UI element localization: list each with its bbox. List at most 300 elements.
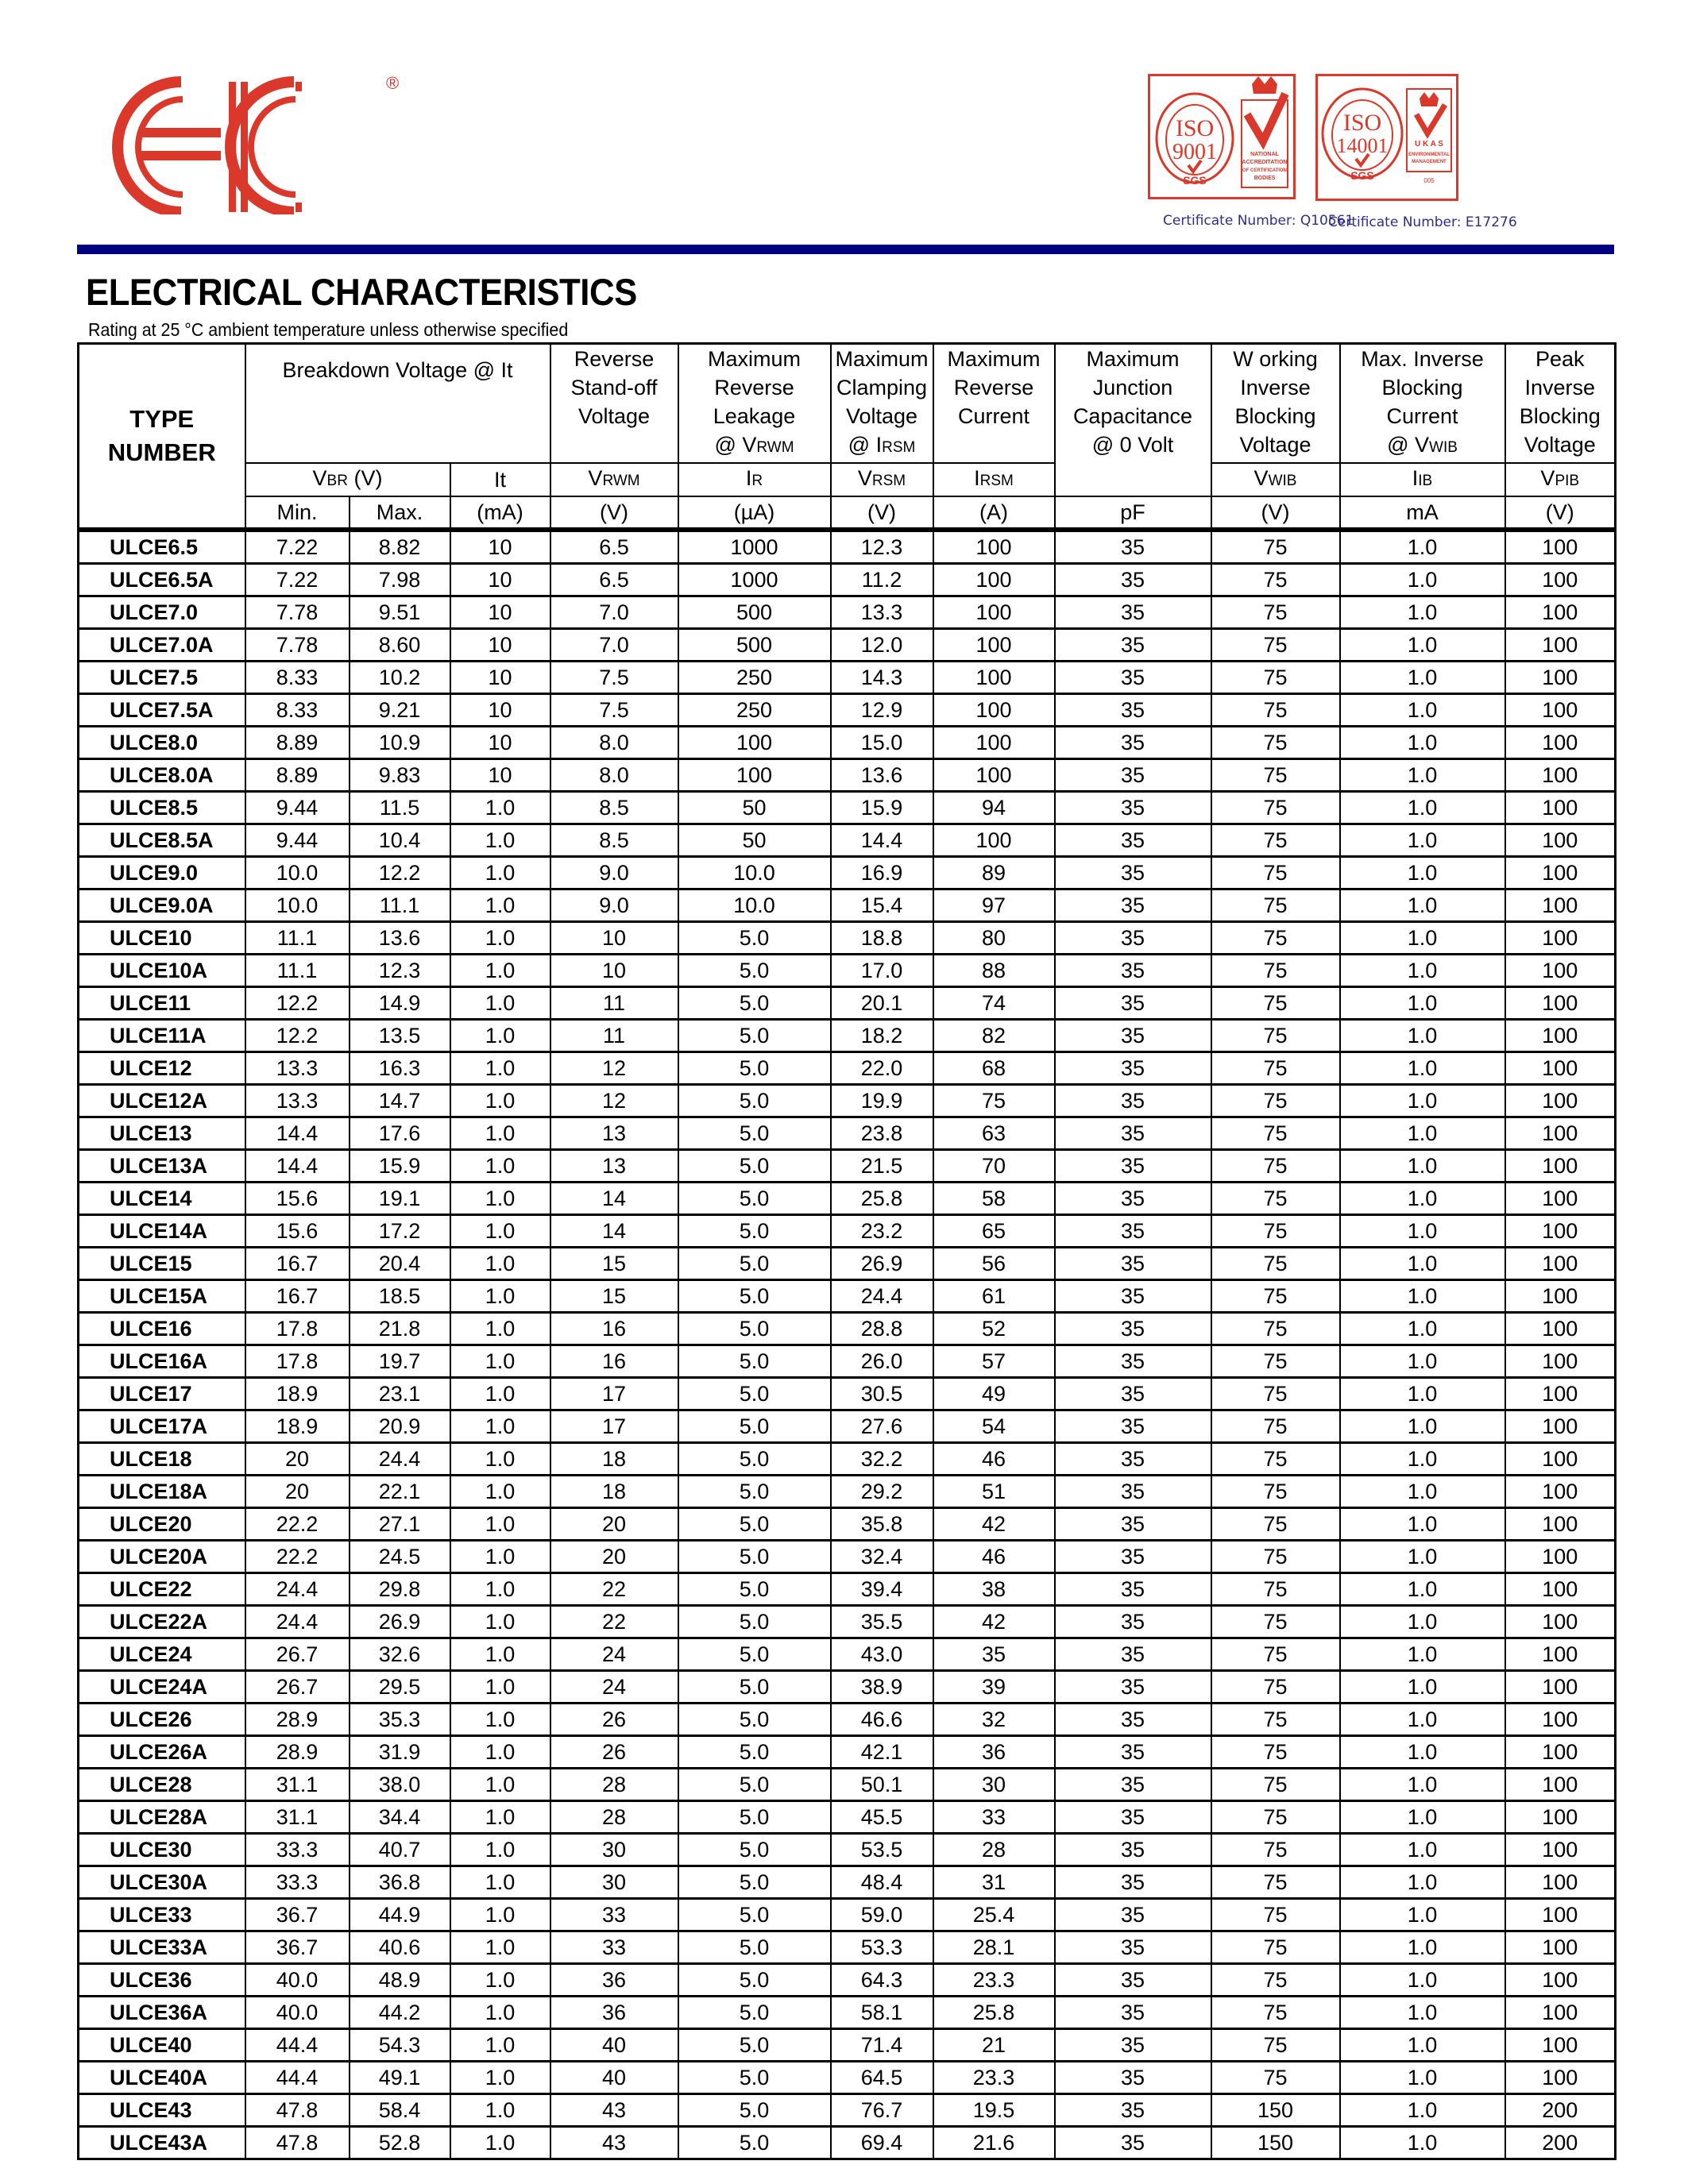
table-row <box>79 1378 1616 1410</box>
iib-cell: 1.0 <box>1340 857 1505 889</box>
table-row <box>79 1704 1616 1736</box>
irsm-cell: 57 <box>933 1345 1055 1378</box>
type-number-cell: ULCE13 <box>79 1117 245 1150</box>
irsm-cell: 42 <box>933 1508 1055 1541</box>
vrwm-cell: 43 <box>550 2127 678 2159</box>
type-number-cell: ULCE15A <box>79 1280 245 1313</box>
vbr-min-cell: 44.4 <box>245 2062 350 2094</box>
type-number-cell: ULCE7.0A <box>79 629 245 662</box>
vbr-max-cell: 26.9 <box>350 1606 450 1638</box>
irsm-cell: 33 <box>933 1801 1055 1834</box>
vbr-min-cell: 17.8 <box>245 1345 350 1378</box>
vrsm-cell: 46.6 <box>831 1704 933 1736</box>
it-cell: 1.0 <box>450 1215 550 1248</box>
vrwm-cell: 16 <box>550 1345 678 1378</box>
vwib-unit: (V) <box>1211 496 1340 529</box>
certificate-number-q: Certificate Number: Q10561 <box>1163 213 1354 229</box>
vrsm-cell: 35.8 <box>831 1508 933 1541</box>
ir-cell: 5.0 <box>678 1020 831 1052</box>
type-number-cell: ULCE43 <box>79 2094 245 2127</box>
vbr-max-cell: 17.2 <box>350 1215 450 1248</box>
ir-cell: 250 <box>678 662 831 694</box>
vwib-cell: 75 <box>1211 1378 1340 1410</box>
type-number-cell: ULCE43A <box>79 2127 245 2159</box>
vwib-cell: 75 <box>1211 1345 1340 1378</box>
capacitance-cell: 35 <box>1055 2127 1211 2159</box>
vbr-min-cell: 44.4 <box>245 2029 350 2062</box>
vrwm-cell: 6.5 <box>550 564 678 596</box>
table-row <box>79 2029 1616 2062</box>
vrsm-cell: 15.4 <box>831 889 933 922</box>
table-row <box>79 1280 1616 1313</box>
table-row <box>79 987 1616 1020</box>
capacitance-cell: 35 <box>1055 1378 1211 1410</box>
it-cell: 1.0 <box>450 1964 550 1997</box>
vrsm-cell: 13.6 <box>831 759 933 792</box>
irsm-cell: 94 <box>933 792 1055 824</box>
vrwm-cell: 43 <box>550 2094 678 2127</box>
vrsm-cell: 48.4 <box>831 1866 933 1899</box>
capacitance-cell: 35 <box>1055 1638 1211 1671</box>
vrwm-cell: 36 <box>550 1997 678 2029</box>
vrsm-cell: 12.3 <box>831 531 933 564</box>
vrsm-cell: 28.8 <box>831 1313 933 1345</box>
vrwm-cell: 18 <box>550 1443 678 1476</box>
vbr-max-cell: 27.1 <box>350 1508 450 1541</box>
vrwm-cell: 26 <box>550 1704 678 1736</box>
table-row <box>79 596 1616 629</box>
iib-cell: 1.0 <box>1340 1704 1505 1736</box>
irsm-cell: 28 <box>933 1834 1055 1866</box>
vbr-max-cell: 29.5 <box>350 1671 450 1704</box>
type-number-cell: ULCE36A <box>79 1997 245 2029</box>
vbr-max-cell: 7.98 <box>350 564 450 596</box>
irsm-cell: 31 <box>933 1866 1055 1899</box>
vbr-min-cell: 26.7 <box>245 1671 350 1704</box>
vwib-cell: 75 <box>1211 1866 1340 1899</box>
it-cell: 1.0 <box>450 1248 550 1280</box>
vbr-min-cell: 8.33 <box>245 662 350 694</box>
vrwm-symbol: VRWM <box>550 463 678 496</box>
iib-cell: 1.0 <box>1340 1345 1505 1378</box>
vwib-cell: 75 <box>1211 629 1340 662</box>
vrsm-unit: (V) <box>831 496 933 529</box>
iib-unit: mA <box>1340 496 1505 529</box>
vrwm-cell: 8.5 <box>550 824 678 857</box>
it-cell: 1.0 <box>450 1508 550 1541</box>
vbr-max-cell: 8.82 <box>350 531 450 564</box>
type-number-cell: ULCE36 <box>79 1964 245 1997</box>
irsm-cell: 100 <box>933 596 1055 629</box>
vwib-cell: 75 <box>1211 1215 1340 1248</box>
type-number-cell: ULCE33A <box>79 1931 245 1964</box>
table-row <box>79 1052 1616 1085</box>
vbr-max-cell: 9.51 <box>350 596 450 629</box>
vbr-max-cell: 29.8 <box>350 1573 450 1606</box>
vwib-cell: 75 <box>1211 1606 1340 1638</box>
table-row <box>79 1085 1616 1117</box>
vwib-cell: 75 <box>1211 1931 1340 1964</box>
type-number-cell: ULCE15 <box>79 1248 245 1280</box>
vpib-cell: 100 <box>1505 727 1616 759</box>
vrwm-cell: 7.0 <box>550 629 678 662</box>
capacitance-cell: 35 <box>1055 1280 1211 1313</box>
iib-cell: 1.0 <box>1340 1117 1505 1150</box>
type-number-cell: ULCE11 <box>79 987 245 1020</box>
vpib-cell: 100 <box>1505 2029 1616 2062</box>
vwib-cell: 75 <box>1211 922 1340 955</box>
vpib-cell: 100 <box>1505 1541 1616 1573</box>
vbr-max-cell: 14.7 <box>350 1085 450 1117</box>
vpib-cell: 100 <box>1505 1931 1616 1964</box>
irsm-cell: 61 <box>933 1280 1055 1313</box>
vpib-cell: 100 <box>1505 1801 1616 1834</box>
vrsm-cell: 26.9 <box>831 1248 933 1280</box>
svg-text:SGS: SGS <box>1350 169 1374 182</box>
type-number-cell: ULCE7.5 <box>79 662 245 694</box>
clamping-voltage-header: Maximum Clamping Voltage @ IRSM <box>831 344 933 464</box>
vrsm-cell: 53.3 <box>831 1931 933 1964</box>
ir-unit: (µA) <box>678 496 831 529</box>
vrwm-cell: 8.0 <box>550 727 678 759</box>
svg-text:MANAGEMENT: MANAGEMENT <box>1412 160 1447 164</box>
svg-text:ISO: ISO <box>1175 115 1215 141</box>
it-cell: 1.0 <box>450 1997 550 2029</box>
vpib-cell: 100 <box>1505 1443 1616 1476</box>
vbr-min-cell: 14.4 <box>245 1150 350 1183</box>
iib-cell: 1.0 <box>1340 1899 1505 1931</box>
vrwm-cell: 13 <box>550 1150 678 1183</box>
irsm-cell: 75 <box>933 1085 1055 1117</box>
vpib-cell: 100 <box>1505 1020 1616 1052</box>
it-cell: 1.0 <box>450 1541 550 1573</box>
it-cell: 1.0 <box>450 987 550 1020</box>
vbr-min-cell: 47.8 <box>245 2127 350 2159</box>
it-cell: 10 <box>450 596 550 629</box>
iib-cell: 1.0 <box>1340 1378 1505 1410</box>
table-row <box>79 1931 1616 1964</box>
ir-symbol: IR <box>678 463 831 496</box>
iib-cell: 1.0 <box>1340 1150 1505 1183</box>
capacitance-cell: 35 <box>1055 759 1211 792</box>
vwib-cell: 75 <box>1211 694 1340 727</box>
irsm-cell: 89 <box>933 857 1055 889</box>
irsm-cell: 100 <box>933 564 1055 596</box>
it-cell: 1.0 <box>450 1606 550 1638</box>
capacitance-cell: 35 <box>1055 1117 1211 1150</box>
type-number-cell: ULCE30 <box>79 1834 245 1866</box>
table-row <box>79 694 1616 727</box>
vrwm-cell: 20 <box>550 1508 678 1541</box>
type-number-cell: ULCE40A <box>79 2062 245 2094</box>
vrwm-cell: 18 <box>550 1476 678 1508</box>
ir-cell: 5.0 <box>678 1476 831 1508</box>
vrsm-cell: 39.4 <box>831 1573 933 1606</box>
iib-cell: 1.0 <box>1340 531 1505 564</box>
vbr-max-cell: 16.3 <box>350 1052 450 1085</box>
vrwm-cell: 11 <box>550 1020 678 1052</box>
ir-cell: 5.0 <box>678 1508 831 1541</box>
vbr-max-cell: 10.9 <box>350 727 450 759</box>
vbr-min-cell: 12.2 <box>245 987 350 1020</box>
iib-cell: 1.0 <box>1340 1769 1505 1801</box>
irsm-cell: 35 <box>933 1638 1055 1671</box>
svg-text:ACCREDITATION: ACCREDITATION <box>1242 160 1288 165</box>
vrwm-cell: 7.0 <box>550 596 678 629</box>
irsm-cell: 100 <box>933 824 1055 857</box>
it-cell: 1.0 <box>450 1183 550 1215</box>
min-label: Min. <box>245 496 350 529</box>
vrwm-cell: 12 <box>550 1085 678 1117</box>
type-number-cell: ULCE6.5 <box>79 531 245 564</box>
vwib-cell: 75 <box>1211 1085 1340 1117</box>
table-row <box>79 564 1616 596</box>
vwib-cell: 75 <box>1211 1476 1340 1508</box>
vbr-max-cell: 48.9 <box>350 1964 450 1997</box>
vpib-cell: 100 <box>1505 1573 1616 1606</box>
vbr-max-cell: 44.9 <box>350 1899 450 1931</box>
vbr-max-cell: 40.7 <box>350 1834 450 1866</box>
irsm-cell: 19.5 <box>933 2094 1055 2127</box>
iib-cell: 1.0 <box>1340 2094 1505 2127</box>
header-divider <box>77 245 1614 254</box>
vpib-cell: 100 <box>1505 1117 1616 1150</box>
ir-cell: 5.0 <box>678 1345 831 1378</box>
capacitance-cell: 35 <box>1055 2029 1211 2062</box>
table-row <box>79 955 1616 987</box>
table-row <box>79 1150 1616 1183</box>
type-number-cell: ULCE24 <box>79 1638 245 1671</box>
table-row <box>79 727 1616 759</box>
iso-14001-seal-icon <box>1318 76 1456 199</box>
iib-cell: 1.0 <box>1340 1801 1505 1834</box>
vbr-max-cell: 58.4 <box>350 2094 450 2127</box>
vrsm-cell: 27.6 <box>831 1410 933 1443</box>
ir-cell: 5.0 <box>678 2062 831 2094</box>
irsm-cell: 68 <box>933 1052 1055 1085</box>
capacitance-cell: 35 <box>1055 1899 1211 1931</box>
vpib-cell: 100 <box>1505 629 1616 662</box>
vrwm-cell: 28 <box>550 1769 678 1801</box>
vrsm-cell: 50.1 <box>831 1769 933 1801</box>
vrsm-cell: 15.9 <box>831 792 933 824</box>
vbr-max-cell: 19.1 <box>350 1183 450 1215</box>
ir-cell: 500 <box>678 596 831 629</box>
vrsm-cell: 29.2 <box>831 1476 933 1508</box>
capacitance-cell: 35 <box>1055 596 1211 629</box>
vwib-cell: 75 <box>1211 759 1340 792</box>
vbr-min-cell: 11.1 <box>245 955 350 987</box>
it-cell: 1.0 <box>450 1899 550 1931</box>
table-row <box>79 857 1616 889</box>
table-row <box>79 1508 1616 1541</box>
vrsm-cell: 12.0 <box>831 629 933 662</box>
vwib-cell: 75 <box>1211 1117 1340 1150</box>
type-number-cell: ULCE33 <box>79 1899 245 1931</box>
max-label: Max. <box>350 496 450 529</box>
irsm-cell: 88 <box>933 955 1055 987</box>
vrsm-cell: 64.3 <box>831 1964 933 1997</box>
iib-cell: 1.0 <box>1340 955 1505 987</box>
table-row <box>79 1248 1616 1280</box>
ir-cell: 1000 <box>678 564 831 596</box>
it-cell: 10 <box>450 564 550 596</box>
it-cell: 1.0 <box>450 1866 550 1899</box>
vrwm-cell: 7.5 <box>550 662 678 694</box>
vbr-max-cell: 17.6 <box>350 1117 450 1150</box>
it-cell: 1.0 <box>450 1117 550 1150</box>
vpib-cell: 100 <box>1505 1280 1616 1313</box>
irsm-cell: 25.8 <box>933 1997 1055 2029</box>
ir-cell: 5.0 <box>678 1117 831 1150</box>
registered-trademark-mark: ® <box>386 73 400 93</box>
vbr-max-cell: 22.1 <box>350 1476 450 1508</box>
vrsm-cell: 26.0 <box>831 1345 933 1378</box>
vwib-symbol: VWIB <box>1211 463 1340 496</box>
table-row <box>79 1410 1616 1443</box>
certificate-number-e: Certificate Number: E17276 <box>1328 214 1517 230</box>
capacitance-cell: 35 <box>1055 1248 1211 1280</box>
it-cell: 10 <box>450 531 550 564</box>
vrsm-cell: 59.0 <box>831 1899 933 1931</box>
irsm-cell: 28.1 <box>933 1931 1055 1964</box>
vbr-max-cell: 13.5 <box>350 1020 450 1052</box>
irsm-cell: 100 <box>933 727 1055 759</box>
type-number-cell: ULCE10 <box>79 922 245 955</box>
ir-cell: 100 <box>678 759 831 792</box>
it-cell: 1.0 <box>450 1476 550 1508</box>
vpib-cell: 100 <box>1505 1834 1616 1866</box>
iib-cell: 1.0 <box>1340 2062 1505 2094</box>
vrsm-cell: 43.0 <box>831 1638 933 1671</box>
iib-cell: 1.0 <box>1340 1736 1505 1769</box>
vpib-cell: 100 <box>1505 824 1616 857</box>
irsm-cell: 23.3 <box>933 1964 1055 1997</box>
capacitance-cell: 35 <box>1055 727 1211 759</box>
vwib-cell: 75 <box>1211 564 1340 596</box>
vpib-cell: 100 <box>1505 792 1616 824</box>
ir-cell: 5.0 <box>678 1736 831 1769</box>
ir-cell: 500 <box>678 629 831 662</box>
vpib-cell: 100 <box>1505 1899 1616 1931</box>
type-number-cell: ULCE8.5 <box>79 792 245 824</box>
type-number-cell: ULCE9.0 <box>79 857 245 889</box>
it-cell: 10 <box>450 727 550 759</box>
reverse-leakage-header: Maximum Reverse Leakage @ VRWM <box>678 344 831 464</box>
it-cell: 1.0 <box>450 1378 550 1410</box>
vbr-min-cell: 40.0 <box>245 1964 350 1997</box>
vbr-min-cell: 10.0 <box>245 889 350 922</box>
ir-cell: 5.0 <box>678 987 831 1020</box>
vbr-max-cell: 9.83 <box>350 759 450 792</box>
ir-cell: 5.0 <box>678 922 831 955</box>
ir-cell: 5.0 <box>678 1573 831 1606</box>
it-cell: 1.0 <box>450 792 550 824</box>
capacitance-cell: 35 <box>1055 1443 1211 1476</box>
vbr-min-cell: 10.0 <box>245 857 350 889</box>
irsm-cell: 56 <box>933 1248 1055 1280</box>
breakdown-voltage-header: Breakdown Voltage @ It <box>245 344 550 464</box>
iib-cell: 1.0 <box>1340 1671 1505 1704</box>
type-number-cell: ULCE22A <box>79 1606 245 1638</box>
irsm-cell: 30 <box>933 1769 1055 1801</box>
vpib-cell: 100 <box>1505 2062 1616 2094</box>
it-cell: 1.0 <box>450 2127 550 2159</box>
irsm-cell: 46 <box>933 1443 1055 1476</box>
irsm-cell: 100 <box>933 629 1055 662</box>
ir-cell: 1000 <box>678 531 831 564</box>
vbr-min-cell: 28.9 <box>245 1736 350 1769</box>
vrwm-cell: 6.5 <box>550 531 678 564</box>
ir-cell: 5.0 <box>678 1313 831 1345</box>
vrsm-cell: 32.4 <box>831 1541 933 1573</box>
table-row <box>79 531 1616 564</box>
vpib-cell: 100 <box>1505 1638 1616 1671</box>
irsm-cell: 32 <box>933 1704 1055 1736</box>
vpib-cell: 100 <box>1505 662 1616 694</box>
standoff-voltage-header: Reverse Stand-off Voltage <box>550 344 678 464</box>
type-number-cell: ULCE6.5A <box>79 564 245 596</box>
vrsm-cell: 18.2 <box>831 1020 933 1052</box>
iib-cell: 1.0 <box>1340 1052 1505 1085</box>
vwib-cell: 75 <box>1211 1410 1340 1443</box>
vpib-cell: 100 <box>1505 1052 1616 1085</box>
type-number-cell: ULCE12A <box>79 1085 245 1117</box>
type-number-cell: ULCE26 <box>79 1704 245 1736</box>
table-row <box>79 2094 1616 2127</box>
iib-cell: 1.0 <box>1340 1638 1505 1671</box>
vpib-unit: (V) <box>1505 496 1616 529</box>
it-cell: 1.0 <box>450 1834 550 1866</box>
table-row <box>79 1736 1616 1769</box>
capacitance-cell: 35 <box>1055 2094 1211 2127</box>
irsm-cell: 49 <box>933 1378 1055 1410</box>
vbr-min-cell: 28.9 <box>245 1704 350 1736</box>
capacitance-cell: 35 <box>1055 1313 1211 1345</box>
type-number-cell: ULCE11A <box>79 1020 245 1052</box>
ir-cell: 5.0 <box>678 1183 831 1215</box>
it-cell: 1.0 <box>450 1704 550 1736</box>
it-cell: 1.0 <box>450 2062 550 2094</box>
ir-cell: 5.0 <box>678 2029 831 2062</box>
vbr-max-cell: 38.0 <box>350 1769 450 1801</box>
table-row <box>79 1997 1616 2029</box>
ir-cell: 5.0 <box>678 1378 831 1410</box>
table-row <box>79 1866 1616 1899</box>
type-number-cell: ULCE28 <box>79 1769 245 1801</box>
vwib-cell: 75 <box>1211 531 1340 564</box>
capacitance-cell: 35 <box>1055 1085 1211 1117</box>
capacitance-cell: 35 <box>1055 1964 1211 1997</box>
vrsm-cell: 13.3 <box>831 596 933 629</box>
capacitance-cell: 35 <box>1055 1052 1211 1085</box>
vbr-max-cell: 44.2 <box>350 1997 450 2029</box>
capacitance-cell: 35 <box>1055 1834 1211 1866</box>
vbr-min-cell: 7.22 <box>245 564 350 596</box>
type-number-cell: ULCE12 <box>79 1052 245 1085</box>
iib-cell: 1.0 <box>1340 1573 1505 1606</box>
vbr-max-cell: 20.4 <box>350 1248 450 1280</box>
type-number-cell: ULCE26A <box>79 1736 245 1769</box>
vpib-cell: 100 <box>1505 1704 1616 1736</box>
vbr-min-cell: 36.7 <box>245 1899 350 1931</box>
vbr-min-cell: 33.3 <box>245 1834 350 1866</box>
vrsm-cell: 12.9 <box>831 694 933 727</box>
iib-cell: 1.0 <box>1340 1215 1505 1248</box>
capacitance-cell: 35 <box>1055 1769 1211 1801</box>
vwib-cell: 150 <box>1211 2094 1340 2127</box>
irsm-cell: 23.3 <box>933 2062 1055 2094</box>
